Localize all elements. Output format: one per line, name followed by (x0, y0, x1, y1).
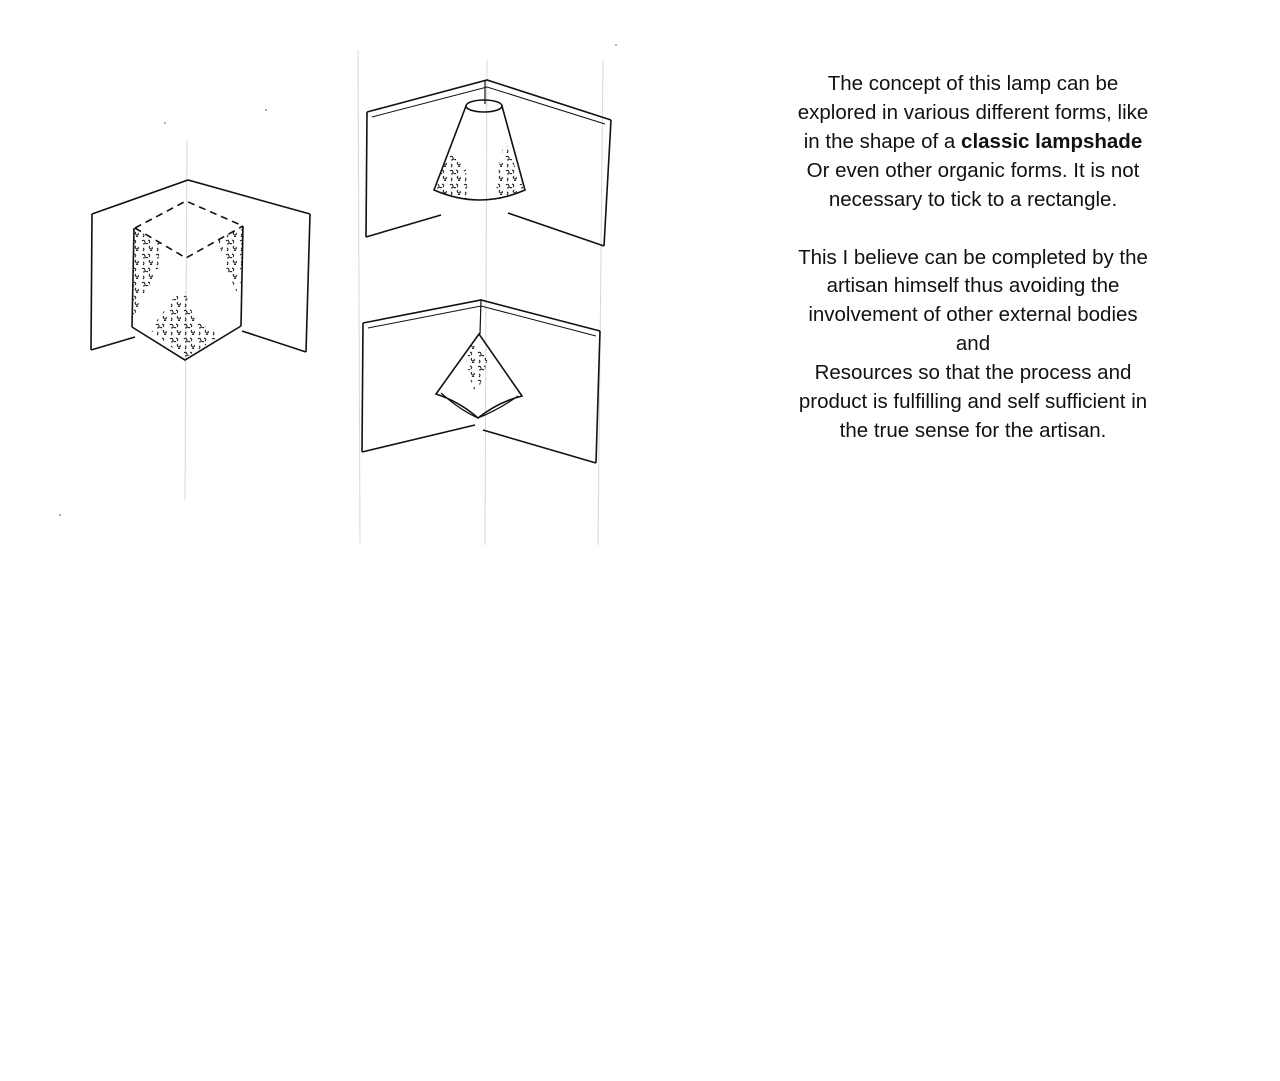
concept-text-part1: The concept of this lamp can be explored in various different forms, like in the shape of a (797, 72, 1149, 153)
paragraph-concept (796, 70, 1150, 215)
conical-lampshade-sketch (366, 80, 611, 246)
paragraph-resources: Resources so that the process and product is fulfilling and self sufficient in the true sense for the artisan. (798, 361, 1148, 442)
sketch-illustrations (0, 0, 760, 560)
pyramid-lamp-sketch (362, 300, 600, 463)
hexagonal-prism-lamp-sketch (91, 180, 310, 360)
concept-description (796, 70, 1150, 446)
guide-lines (185, 50, 603, 545)
concept-text-part2: Or even other organic forms. It is not necessary to tick to a rectangle. (806, 158, 1140, 211)
concept-bold-text: classic lampshade (961, 129, 1143, 153)
paragraph-artisan: This I believe can be completed by the artisan himself thus avoiding the involvement of other external bodies and (798, 245, 1148, 356)
lamp-sketches-drawing (0, 0, 760, 560)
paragraph-spacer (796, 215, 1150, 244)
